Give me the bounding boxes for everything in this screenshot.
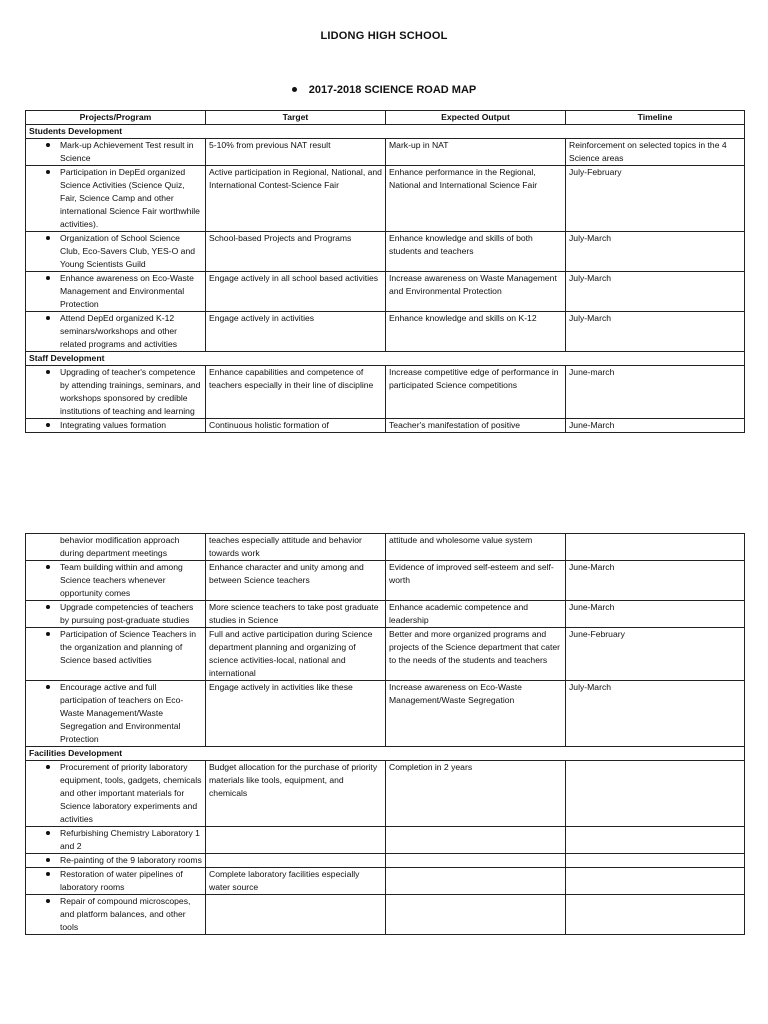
timeline-cell: [566, 534, 745, 561]
table-row: [26, 366, 745, 419]
column-header-expected-output: Expected Output: [386, 111, 566, 125]
timeline-cell: June-march: [566, 366, 745, 419]
timeline-cell: July-March: [566, 232, 745, 272]
project-cell: Team building within and among Science teachers whenever opportunity comes: [26, 561, 206, 601]
table-header-row: [26, 111, 745, 125]
timeline-cell: June-March: [566, 601, 745, 628]
table-row: [26, 232, 745, 272]
project-cell: Participation in DepEd organized Science Activities (Science Quiz, Fair, Science Camp and other international Science Fair worthwhile activities).: [26, 166, 206, 232]
expected-output-cell: Enhance performance in the Regional, National and International Science Fair: [386, 166, 566, 232]
expected-output-cell: Better and more organized programs and projects of the Science department that cater to the needs of the students and teachers: [386, 628, 566, 681]
table-row: [26, 868, 745, 895]
target-cell: [206, 827, 386, 854]
expected-output-cell: Enhance knowledge and skills of both students and teachers: [386, 232, 566, 272]
expected-output-cell: [386, 854, 566, 868]
timeline-cell: June-March: [566, 561, 745, 601]
roadmap-table-page-2: [25, 533, 745, 935]
timeline-cell: [566, 761, 745, 827]
section-row: [26, 125, 745, 139]
roadmap-title: [0, 84, 768, 96]
target-cell: Engage actively in activities: [206, 312, 386, 352]
timeline-cell: July-February: [566, 166, 745, 232]
target-cell: Budget allocation for the purchase of priority materials like tools, equipment, and chemicals: [206, 761, 386, 827]
column-header-timeline: Timeline: [566, 111, 745, 125]
section-row: [26, 352, 745, 366]
target-cell: teaches especially attitude and behavior towards work: [206, 534, 386, 561]
table-row: [26, 561, 745, 601]
project-cell: Upgrade competencies of teachers by pursuing post-graduate studies: [26, 601, 206, 628]
target-cell: School-based Projects and Programs: [206, 232, 386, 272]
section-heading: Students Development: [26, 125, 745, 139]
project-cell: behavior modification approach during department meetings: [26, 534, 206, 561]
column-header-target: Target: [206, 111, 386, 125]
expected-output-cell: Increase competitive edge of performance in participated Science competitions: [386, 366, 566, 419]
target-cell: Complete laboratory facilities especially water source: [206, 868, 386, 895]
expected-output-cell: Mark-up in NAT: [386, 139, 566, 166]
project-cell: Restoration of water pipelines of laboratory rooms: [26, 868, 206, 895]
expected-output-cell: Evidence of improved self-esteem and self-worth: [386, 561, 566, 601]
table-row: [26, 895, 745, 935]
project-cell: Re-painting of the 9 laboratory rooms: [26, 854, 206, 868]
roadmap-table-page-1: [25, 110, 745, 433]
project-cell: Repair of compound microscopes, and platform balances, and other tools: [26, 895, 206, 935]
project-cell: Procurement of priority laboratory equipment, tools, gadgets, chemicals and other important materials for Science laboratory experiments and activities: [26, 761, 206, 827]
table-row: [26, 628, 745, 681]
expected-output-cell: [386, 868, 566, 895]
timeline-cell: June-February: [566, 628, 745, 681]
timeline-cell: [566, 895, 745, 935]
target-cell: [206, 854, 386, 868]
table-row: [26, 761, 745, 827]
timeline-cell: July-March: [566, 272, 745, 312]
timeline-cell: [566, 868, 745, 895]
project-cell: Encourage active and full participation of teachers on Eco-Waste Management/Waste Segregation and Environmental Protection: [26, 681, 206, 747]
expected-output-cell: Enhance academic competence and leadership: [386, 601, 566, 628]
expected-output-cell: [386, 895, 566, 935]
expected-output-cell: attitude and wholesome value system: [386, 534, 566, 561]
school-name: LIDONG HIGH SCHOOL: [320, 30, 448, 42]
project-cell: Enhance awareness on Eco-Waste Management and Environmental Protection: [26, 272, 206, 312]
timeline-cell: [566, 854, 745, 868]
table-row: [26, 534, 745, 561]
bullet-icon: [292, 87, 297, 92]
table-row: [26, 166, 745, 232]
section-heading: Facilities Development: [26, 747, 745, 761]
table-row: [26, 312, 745, 352]
timeline-cell: [566, 827, 745, 854]
target-cell: Full and active participation during Science department planning and organizing of science activities-local, national and international: [206, 628, 386, 681]
section-row: [26, 747, 745, 761]
table-row: [26, 827, 745, 854]
table-row: [26, 419, 745, 433]
project-cell: Mark-up Achievement Test result in Science: [26, 139, 206, 166]
expected-output-cell: [386, 827, 566, 854]
timeline-cell: June-March: [566, 419, 745, 433]
target-cell: Active participation in Regional, National, and International Contest-Science Fair: [206, 166, 386, 232]
expected-output-cell: Increase awareness on Eco-Waste Management/Waste Segregation: [386, 681, 566, 747]
project-cell: Participation of Science Teachers in the organization and planning of Science based activities: [26, 628, 206, 681]
roadmap-title-text: 2017-2018 SCIENCE ROAD MAP: [308, 84, 477, 96]
project-cell: Refurbishing Chemistry Laboratory 1 and 2: [26, 827, 206, 854]
table-row: [26, 272, 745, 312]
target-cell: Continuous holistic formation of: [206, 419, 386, 433]
expected-output-cell: Increase awareness on Waste Management and Environmental Protection: [386, 272, 566, 312]
expected-output-cell: Enhance knowledge and skills on K-12: [386, 312, 566, 352]
target-cell: 5-10% from previous NAT result: [206, 139, 386, 166]
target-cell: Enhance capabilities and competence of teachers especially in their line of discipline: [206, 366, 386, 419]
project-cell: Organization of School Science Club, Eco-Savers Club, YES-O and Young Scientists Guild: [26, 232, 206, 272]
expected-output-cell: Completion in 2 years: [386, 761, 566, 827]
target-cell: [206, 895, 386, 935]
timeline-cell: Reinforcement on selected topics in the 4 Science areas: [566, 139, 745, 166]
target-cell: Enhance character and unity among and between Science teachers: [206, 561, 386, 601]
target-cell: Engage actively in activities like these: [206, 681, 386, 747]
table-body-page-2: [26, 534, 745, 935]
timeline-cell: July-March: [566, 681, 745, 747]
target-cell: More science teachers to take post graduate studies in Science: [206, 601, 386, 628]
table-row: [26, 139, 745, 166]
timeline-cell: July-March: [566, 312, 745, 352]
expected-output-cell: Teacher's manifestation of positive: [386, 419, 566, 433]
project-cell: Integrating values formation: [26, 419, 206, 433]
table-row: [26, 601, 745, 628]
target-cell: Engage actively in all school based activities: [206, 272, 386, 312]
table-row: [26, 681, 745, 747]
section-heading: Staff Development: [26, 352, 745, 366]
column-header-projects: Projects/Program: [26, 111, 206, 125]
table-row: [26, 854, 745, 868]
project-cell: Upgrading of teacher's competence by attending trainings, seminars, and workshops sponsored by credible institutions of teaching and learning: [26, 366, 206, 419]
table-body-page-1: [26, 125, 745, 433]
project-cell: Attend DepEd organized K-12 seminars/workshops and other related programs and activities: [26, 312, 206, 352]
